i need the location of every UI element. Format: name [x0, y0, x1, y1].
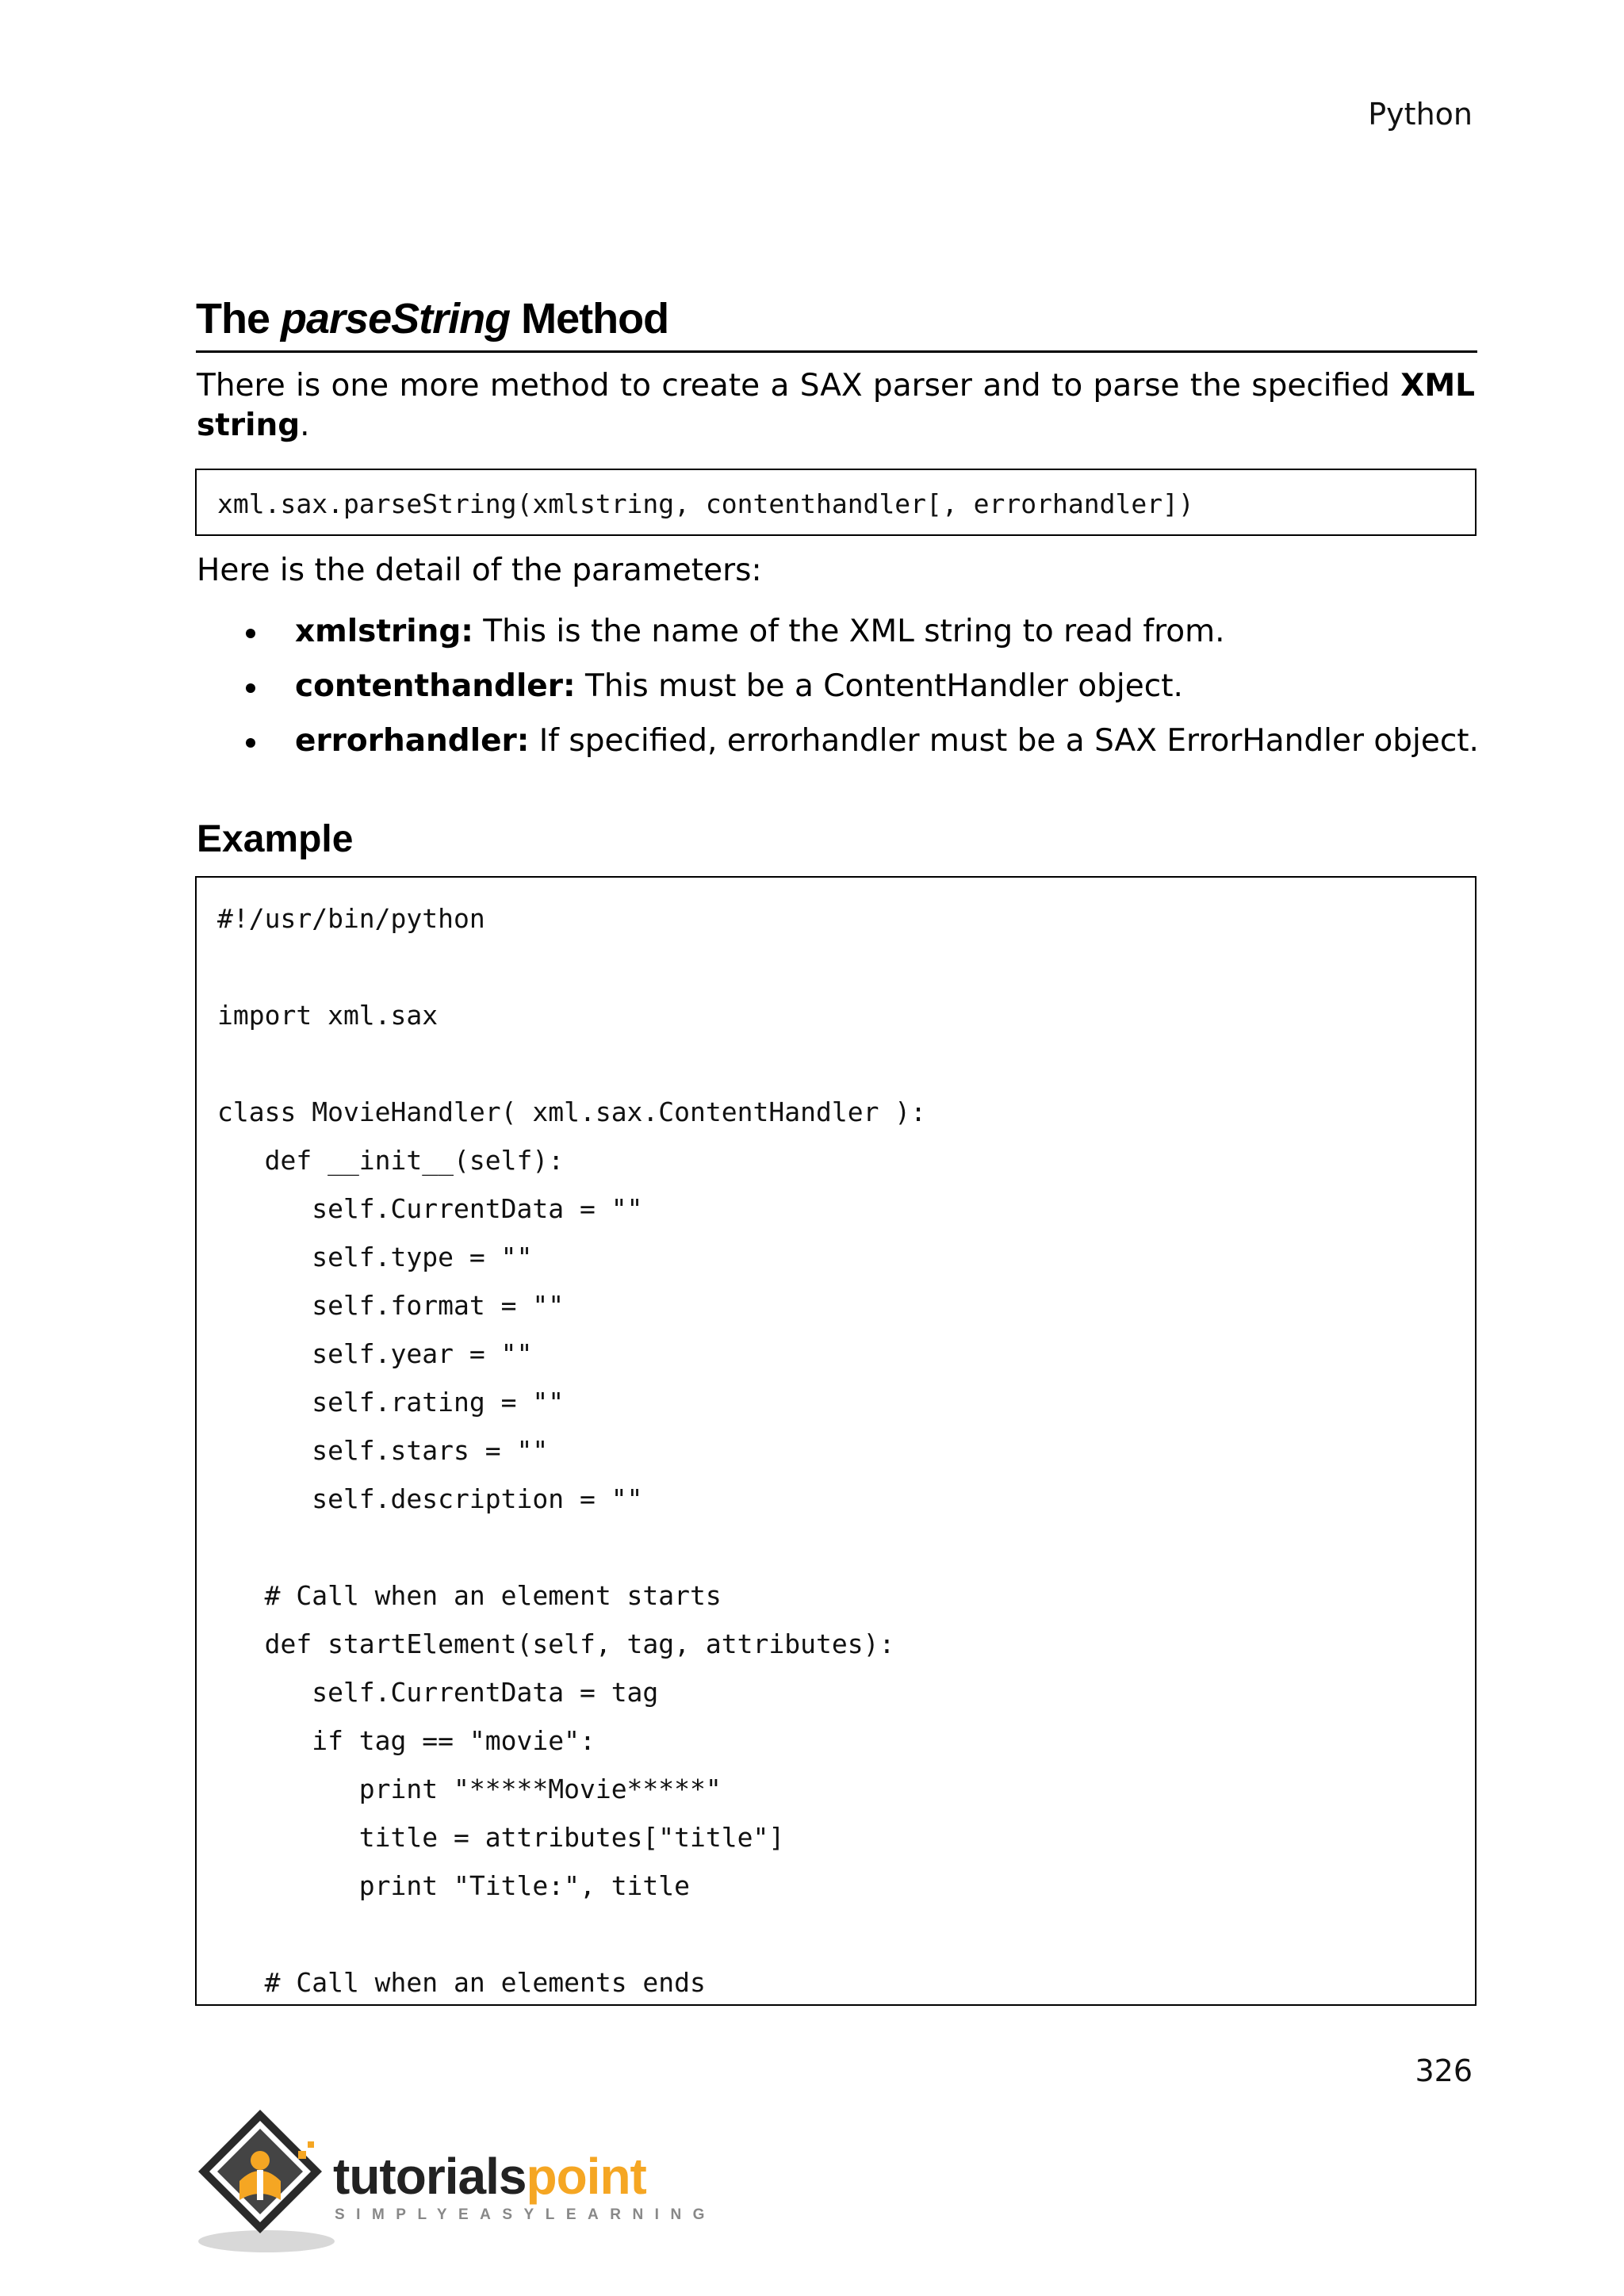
code-line: title = attributes["title"] — [217, 1822, 785, 1853]
section-title-prefix: The — [196, 295, 282, 342]
parameter-list — [197, 612, 1479, 776]
code-line: # Call when an elements ends — [217, 1967, 706, 1998]
intro-end: . — [300, 408, 310, 443]
code-line — [217, 943, 1456, 991]
section-title — [196, 293, 1477, 353]
parameter-name: contenthandler: — [295, 668, 576, 704]
parameter-description: If specified, errorhandler must be a SAX ErrorHandler object. — [529, 723, 1479, 759]
section-title-italic: parseString — [281, 295, 511, 342]
code-line: self.description = "" — [217, 1483, 643, 1514]
parameter-description: This must be a ContentHandler object. — [575, 668, 1183, 704]
code-line — [217, 1523, 1456, 1571]
code-line: self.CurrentData = "" — [217, 1193, 643, 1224]
code-line: class MovieHandler( xml.sax.ContentHandler ): — [217, 1096, 927, 1127]
signature-code: xml.sax.parseString(xmlstring, contenthandler[, errorhandler]) — [217, 488, 1194, 519]
section-title-suffix: Method — [510, 295, 669, 342]
bullet-icon — [246, 629, 255, 638]
list-item — [197, 721, 1479, 776]
intro-paragraph — [197, 366, 1475, 446]
code-line: print "*****Movie*****" — [217, 1774, 722, 1804]
code-line: def __init__(self): — [217, 1145, 565, 1176]
code-line: self.rating = "" — [217, 1387, 565, 1418]
code-line — [217, 1910, 1456, 1958]
logo-wordmark — [333, 2149, 646, 2204]
list-item — [197, 667, 1479, 721]
code-line: self.year = "" — [217, 1338, 533, 1369]
logo-word-accent: point — [526, 2148, 646, 2205]
code-line: def startElement(self, tag, attributes): — [217, 1628, 895, 1659]
list-item — [197, 612, 1479, 667]
example-code-box — [195, 876, 1477, 2006]
intro-text: There is one more method to create a SAX parser and to parse the specified — [197, 368, 1401, 404]
code-line: self.type = "" — [217, 1242, 533, 1272]
code-line: import xml.sax — [217, 1000, 439, 1031]
bullet-icon — [246, 683, 255, 693]
code-line: if tag == "movie": — [217, 1725, 596, 1756]
parameters-intro: Here is the detail of the parameters: — [197, 553, 762, 588]
example-heading: Example — [197, 818, 354, 860]
running-header: Python — [1368, 97, 1473, 132]
parameter-name: xmlstring: — [295, 614, 473, 649]
code-line: #!/usr/bin/python — [217, 903, 485, 934]
code-line: self.CurrentData = tag — [217, 1677, 659, 1708]
tutorialspoint-logo — [193, 2105, 716, 2256]
code-line: self.stars = "" — [217, 1435, 549, 1466]
logo-word-dark: tutorials — [333, 2148, 527, 2205]
parameter-name: errorhandler: — [295, 723, 530, 759]
signature-code-box — [195, 469, 1477, 536]
parameter-description: This is the name of the XML string to read from. — [473, 614, 1225, 649]
logo-emblem-icon — [193, 2105, 352, 2256]
page-number: 326 — [1415, 2053, 1473, 2088]
code-line — [217, 1039, 1456, 1088]
bullet-icon — [246, 738, 255, 748]
code-line: print "Title:", title — [217, 1870, 691, 1901]
code-line: # Call when an element starts — [217, 1580, 722, 1611]
code-line: self.format = "" — [217, 1290, 565, 1321]
logo-tagline: SIMPLYEASYLEARNING — [335, 2206, 716, 2223]
intro-bold: XML string — [197, 368, 1475, 443]
